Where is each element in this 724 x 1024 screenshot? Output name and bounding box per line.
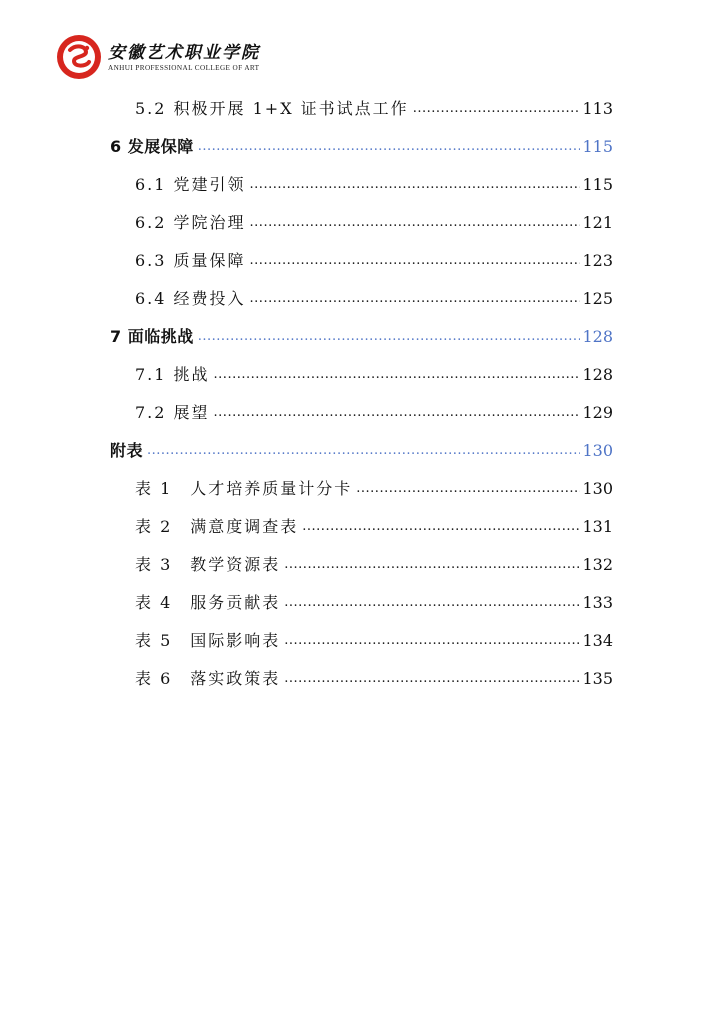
toc-leader-dots <box>250 216 581 228</box>
toc-entry-title: 7.1 挑战 <box>135 365 210 384</box>
school-name-en: ANHUI PROFESSIONAL COLLEGE OF ART <box>108 64 260 72</box>
toc-entry-page: 133 <box>582 593 613 612</box>
toc-entry[interactable] <box>135 400 613 424</box>
toc-leader-dots <box>284 558 580 570</box>
toc-leader-dots <box>284 596 580 608</box>
toc-entry-title: 6.1 党建引领 <box>135 175 246 194</box>
toc-entry-title: 表 5 国际影响表 <box>135 631 281 650</box>
toc-entry-title: 6.3 质量保障 <box>135 251 246 270</box>
toc-leader-dots <box>302 520 580 532</box>
toc-entry-title: 7 面临挑战 <box>110 327 194 346</box>
toc-entry[interactable] <box>135 628 613 652</box>
toc-leader-dots <box>214 406 581 418</box>
toc-entry-title: 7.2 展望 <box>135 403 210 422</box>
toc-entry[interactable] <box>135 96 613 120</box>
toc-entry-page: 131 <box>582 517 613 536</box>
toc-entry-page: 121 <box>582 213 613 232</box>
toc-leader-dots <box>250 178 581 190</box>
toc-entry[interactable] <box>135 590 613 614</box>
toc-entry-page: 129 <box>582 403 613 422</box>
toc-entry[interactable] <box>135 248 613 272</box>
toc-entry[interactable] <box>135 666 613 690</box>
toc-entry-title: 表 2 满意度调查表 <box>135 517 299 536</box>
toc-entry[interactable] <box>110 134 613 158</box>
toc-entry[interactable] <box>135 210 613 234</box>
school-name-cn: 安徽艺术职业学院 <box>108 43 260 63</box>
toc-entry-page: 115 <box>582 137 613 156</box>
toc-entry-page: 123 <box>582 251 613 270</box>
toc-entry[interactable] <box>135 172 613 196</box>
toc-entry-title: 附表 <box>110 441 144 460</box>
toc-leader-dots <box>250 254 581 266</box>
toc-entry[interactable] <box>135 362 613 386</box>
toc-entry-page: 135 <box>582 669 613 688</box>
toc-leader-dots <box>250 292 581 304</box>
toc-entry-page: 115 <box>582 175 613 194</box>
toc-entry[interactable] <box>135 552 613 576</box>
toc-entry[interactable] <box>135 476 613 500</box>
toc-entry-page: 125 <box>582 289 613 308</box>
toc-entry[interactable] <box>110 324 613 348</box>
toc-entry-title: 表 1 人才培养质量计分卡 <box>135 479 353 498</box>
toc-leader-dots <box>147 444 580 456</box>
toc-entry-page: 134 <box>582 631 613 650</box>
toc-entry[interactable] <box>135 514 613 538</box>
toc-entry[interactable] <box>135 286 613 310</box>
school-logo-icon <box>56 34 102 80</box>
toc-leader-dots <box>214 368 581 380</box>
document-header <box>56 34 316 82</box>
toc-leader-dots <box>198 330 581 342</box>
toc-entry[interactable] <box>110 438 613 462</box>
toc-entry-page: 132 <box>582 555 613 574</box>
toc-entry-title: 5.2 积极开展 1+X 证书试点工作 <box>135 99 409 118</box>
toc-leader-dots <box>284 672 580 684</box>
toc-entry-page: 128 <box>582 365 613 384</box>
toc-leader-dots <box>284 634 580 646</box>
toc-entry-title: 6 发展保障 <box>110 137 194 156</box>
toc-entry-page: 113 <box>582 99 613 118</box>
toc-entry-title: 6.2 学院治理 <box>135 213 246 232</box>
toc-entry-title: 表 4 服务贡献表 <box>135 593 281 612</box>
toc-entry-page: 128 <box>582 327 613 346</box>
toc-entry-page: 130 <box>582 441 613 460</box>
toc-entry-title: 表 3 教学资源表 <box>135 555 281 574</box>
toc-leader-dots <box>413 102 581 114</box>
toc-entry-title: 表 6 落实政策表 <box>135 669 281 688</box>
toc-leader-dots <box>198 140 581 152</box>
toc-entry-title: 6.4 经费投入 <box>135 289 246 308</box>
toc-entry-page: 130 <box>582 479 613 498</box>
toc-leader-dots <box>356 482 580 494</box>
